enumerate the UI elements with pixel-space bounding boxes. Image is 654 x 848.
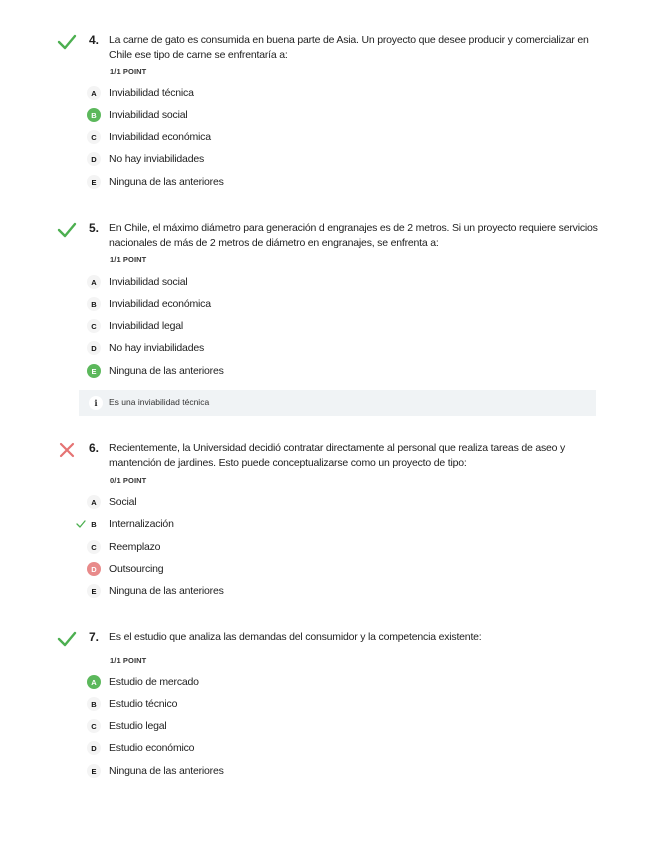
option-letter-badge: D [87, 562, 101, 576]
option-letter-badge: B [87, 297, 101, 311]
option-label: Reemplazo [109, 541, 161, 553]
question-number: 4. [89, 33, 100, 47]
option-d[interactable] [0, 341, 654, 357]
option-letter-badge: A [87, 86, 101, 100]
option-label: Outsourcing [109, 563, 164, 575]
option-letter-badge: A [87, 275, 101, 289]
option-label: Inviabilidad social [109, 276, 188, 288]
question-text: En Chile, el máximo diámetro para generación d engranajes es de 2 metros. Si un proyecto requiere servicios nacionales de más de 2 metros de diámetro en engranajes, se enfrenta a: [109, 222, 598, 249]
option-a[interactable] [0, 275, 654, 291]
option-b[interactable] [0, 297, 654, 313]
check-icon [57, 629, 77, 649]
option-b[interactable] [0, 108, 654, 124]
option-letter-badge: E [87, 364, 101, 378]
option-letter-badge: C [87, 540, 101, 554]
feedback-text: Es una inviabilidad técnica [109, 397, 210, 407]
option-label: Estudio económico [109, 742, 195, 754]
option-letter-badge: B [91, 519, 97, 529]
option-label: Estudio legal [109, 720, 167, 732]
feedback-box [79, 390, 596, 416]
correct-answer-check-icon [76, 520, 86, 528]
option-b[interactable] [0, 697, 654, 713]
option-letter-badge: E [87, 175, 101, 189]
option-label: Estudio de mercado [109, 676, 199, 688]
points-label: 0/1 POINT [110, 476, 147, 485]
option-c[interactable] [0, 130, 654, 146]
option-c[interactable] [0, 719, 654, 735]
option-d[interactable] [0, 562, 654, 578]
question-number: 7. [89, 630, 100, 644]
option-label: Inviabilidad legal [109, 320, 184, 332]
question-text: La carne de gato es consumida en buena parte de Asia. Un proyecto que desee producir y comercializar en Chile ese tipo de carne se enfrentaría a: [109, 34, 589, 61]
option-a[interactable] [0, 86, 654, 102]
option-d[interactable] [0, 741, 654, 757]
points-label: 1/1 POINT [110, 656, 147, 665]
option-label: Ninguna de las anteriores [109, 176, 224, 188]
option-d[interactable] [0, 152, 654, 168]
option-label: No hay inviabilidades [109, 153, 205, 165]
option-c[interactable] [0, 540, 654, 556]
option-letter-badge: E [87, 584, 101, 598]
info-icon: i [89, 396, 103, 410]
question-text: Es el estudio que analiza las demandas del consumidor y la competencia existente: [109, 631, 482, 643]
option-e[interactable] [0, 764, 654, 780]
option-e[interactable] [0, 584, 654, 600]
option-label: Inviabilidad económica [109, 131, 211, 143]
option-letter-badge: C [87, 319, 101, 333]
check-icon [57, 220, 77, 240]
option-label: No hay inviabilidades [109, 342, 205, 354]
option-letter-badge: D [87, 741, 101, 755]
option-letter-badge: D [87, 341, 101, 355]
option-c[interactable] [0, 319, 654, 335]
option-letter-badge: C [87, 130, 101, 144]
option-letter-badge: E [87, 764, 101, 778]
points-label: 1/1 POINT [110, 67, 147, 76]
option-label: Ninguna de las anteriores [109, 365, 224, 377]
option-b[interactable] [0, 517, 654, 533]
option-label: Inviabilidad económica [109, 298, 211, 310]
option-a[interactable] [0, 675, 654, 691]
option-label: Inviabilidad técnica [109, 87, 194, 99]
question-number: 6. [89, 441, 100, 455]
option-letter-badge: D [87, 152, 101, 166]
option-e[interactable] [0, 175, 654, 191]
option-letter-badge: B [87, 697, 101, 711]
option-label: Estudio técnico [109, 698, 178, 710]
check-icon [57, 32, 77, 52]
option-e[interactable] [0, 364, 654, 380]
option-letter-badge: C [87, 719, 101, 733]
option-label: Ninguna de las anteriores [109, 585, 224, 597]
cross-icon [57, 440, 77, 460]
option-label: Inviabilidad social [109, 109, 188, 121]
points-label: 1/1 POINT [110, 255, 147, 264]
question-text: Recientemente, la Universidad decidió contratar directamente al personal que realiza tareas de aseo y mantención de jardines. Esto puede conceptualizarse como un proyecto de tipo: [109, 442, 566, 469]
option-a[interactable] [0, 495, 654, 511]
option-letter-badge: A [87, 495, 101, 509]
option-label: Internalización [109, 518, 174, 530]
option-label: Social [109, 496, 137, 508]
option-letter-badge: B [87, 108, 101, 122]
question-number: 5. [89, 221, 100, 235]
option-label: Ninguna de las anteriores [109, 765, 224, 777]
option-letter-badge: A [87, 675, 101, 689]
